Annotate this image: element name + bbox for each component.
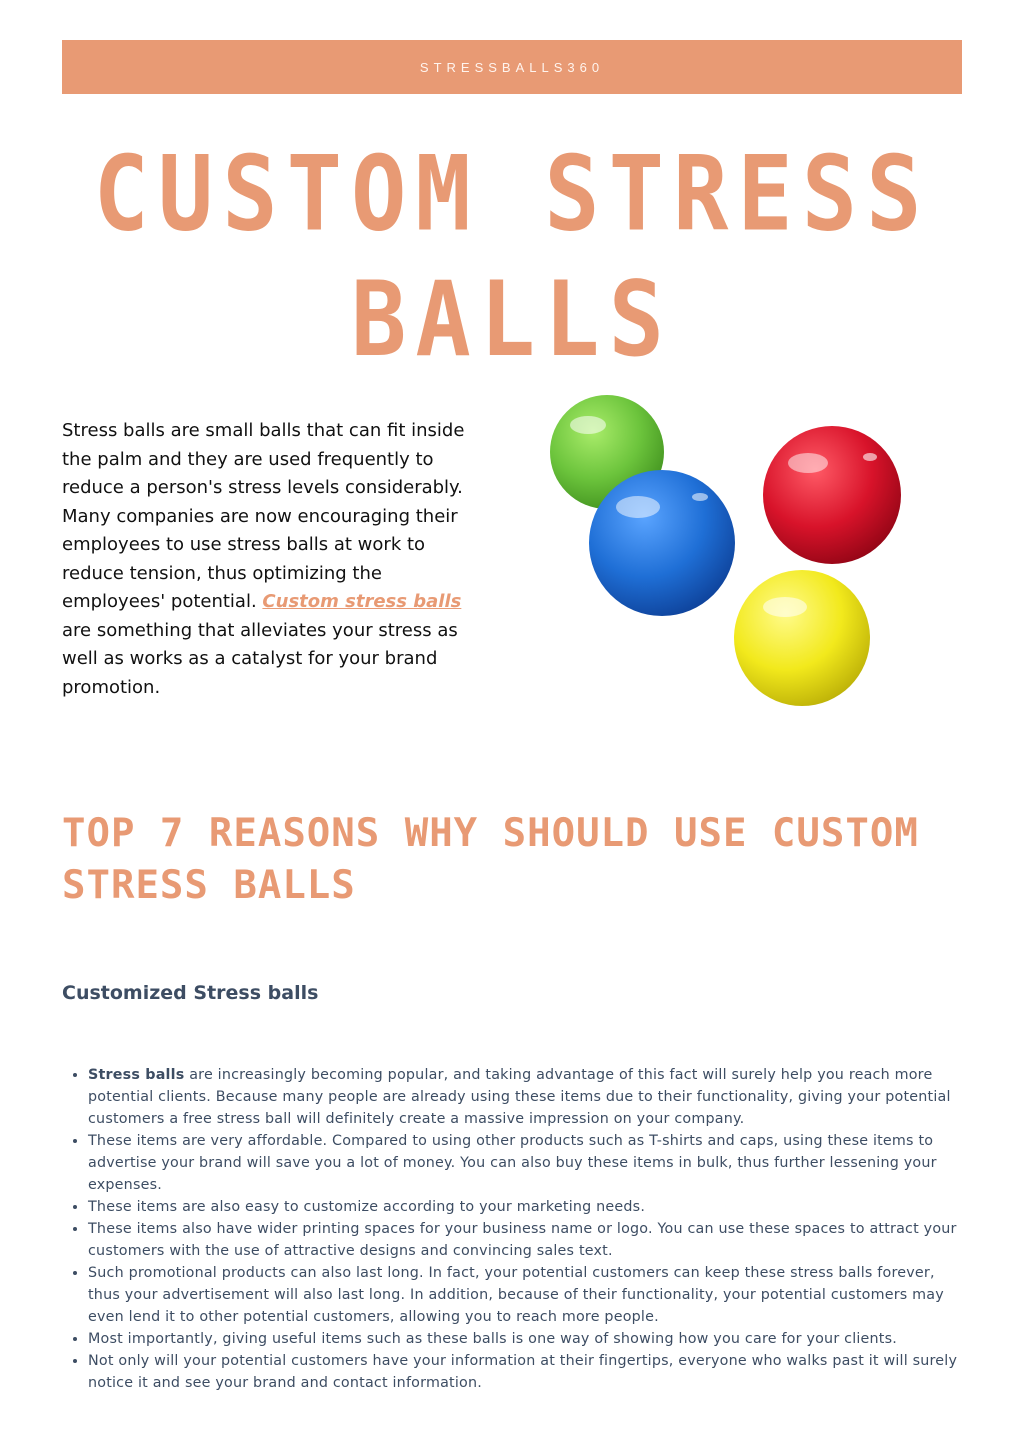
list-item-text: Such promotional products can also last long. In fact, your potential customers can keep these stress balls forever, thus your advertisement will also last long. In addition, because of their functionality, your potential customers may even lend it to other potential customers, allowing you to reach more people.	[88, 1265, 944, 1325]
blue-ball	[589, 470, 735, 616]
custom-stress-balls-link[interactable]: Custom stress balls	[262, 591, 462, 612]
red-ball	[763, 426, 901, 564]
list-item	[88, 1262, 968, 1328]
intro-text: Stress balls are small balls that can fit inside the palm and they are used frequently to reduce a person's stress levels considerably. Many companies are now encouraging their employees to use stress balls at work to reduce tension, thus optimizing the employees' potential.	[62, 420, 465, 612]
list-item-text: Most importantly, giving useful items such as these balls is one way of showing how you care for your clients.	[88, 1331, 898, 1347]
intro-text-after: are something that alleviates your stress as well as works as a catalyst for your brand promotion.	[62, 619, 458, 698]
list-item-text: are increasingly becoming popular, and taking advantage of this fact will surely help you reach more potential clients. Because many people are already using these items due to their functionality, giving your potential customers a free stress ball will definitely create a massive impression on your company.	[88, 1067, 951, 1127]
intro-paragraph	[62, 417, 472, 702]
list-item	[88, 1196, 968, 1218]
list-item-text: These items also have wider printing spaces for your business name or logo. You can use these spaces to attract your customers with the use of attractive designs and convincing sales text.	[88, 1221, 957, 1259]
reasons-list	[62, 1064, 968, 1394]
list-item	[88, 1350, 968, 1394]
list-item	[88, 1064, 968, 1130]
list-item	[88, 1130, 968, 1196]
list-item-text: Not only will your potential customers have your information at their fingertips, everyone who walks past it will surely notice it and see your brand and contact information.	[88, 1353, 958, 1391]
header-banner	[62, 40, 962, 94]
list-item-bold: Stress balls	[88, 1067, 185, 1083]
yellow-ball	[734, 570, 870, 706]
list-item	[88, 1328, 968, 1350]
list-item-text: These items are very affordable. Compared to using other products such as T-shirts and caps, using these items to advertise your brand will save you a lot of money. You can also buy these items in bulk, thus further lessening your expenses.	[88, 1133, 937, 1193]
page-title	[62, 132, 962, 383]
subheading: Customized Stress balls	[62, 982, 319, 1004]
brand-name: STRESSBALLS360	[419, 59, 605, 75]
page-title-line-1: CUSTOM STRESS	[93, 134, 931, 255]
list-item	[88, 1218, 968, 1262]
list-item-text: These items are also easy to customize according to your marketing needs.	[88, 1199, 646, 1215]
page-title-line-2: BALLS	[351, 259, 673, 380]
stress-balls-image	[540, 385, 920, 715]
section-heading: TOP 7 REASONS WHY SHOULD USE CUSTOM STRESS BALLS	[62, 811, 919, 908]
